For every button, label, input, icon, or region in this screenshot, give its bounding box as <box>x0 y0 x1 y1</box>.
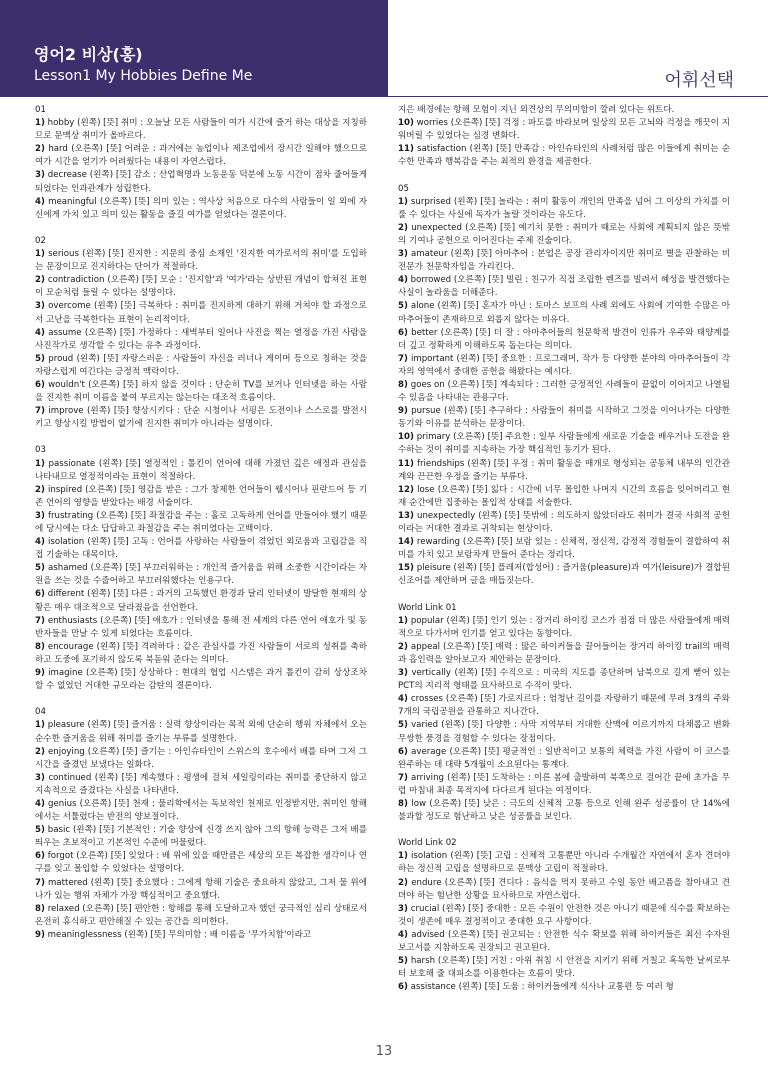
vocab-section <box>398 602 730 825</box>
entry-text: goes on (오른쪽) [뜻] 계속되다 : 그러한 긍정적인 사례들이 끝없이 이어지고 나열될 수 있음을 나타내는 관용구다. <box>398 379 730 404</box>
entry-number: 5) <box>35 563 45 574</box>
vocab-entry <box>398 772 730 798</box>
vocab-section <box>35 444 367 693</box>
vocab-entry <box>35 903 367 929</box>
vocab-entry <box>35 196 367 222</box>
vocab-entry <box>35 772 367 798</box>
entry-number: 6) <box>398 746 408 757</box>
entry-text: assistance (왼쪽) [뜻] 도움 : 하이커들에게 식사나 교통편 등 여러 형 <box>410 982 674 993</box>
section-gap <box>35 431 367 444</box>
vocab-entry <box>398 641 730 667</box>
vocab-entry <box>398 431 730 457</box>
entry-number: 7) <box>35 615 45 626</box>
entry-text: ashamed (오른쪽) [뜻] 부끄러워하는 : 개인적 즐거움을 위해 소중한 시간이라는 자원을 쓰는 것을 수줍어하고 부끄러워했다는 인용구다. <box>35 563 368 587</box>
vocab-entry <box>398 458 730 484</box>
vocab-entry <box>398 667 730 693</box>
vocab-entry <box>35 877 367 903</box>
vocab-entry <box>35 719 367 745</box>
entry-number: 1) <box>35 249 45 260</box>
entry-number: 2) <box>35 275 45 286</box>
entry-text: 지은 배경에는 항해 모험이 지닌 외견상의 무의미함이 깔려 있다는 위트다. <box>398 105 675 115</box>
entry-number: 14) <box>398 537 414 548</box>
entry-number: 6) <box>35 589 45 600</box>
entry-number: 6) <box>398 327 408 338</box>
vocab-entry <box>35 169 367 195</box>
vocab-entry <box>398 405 730 431</box>
vocab-entry <box>35 353 367 379</box>
vocab-entry <box>398 615 730 641</box>
vocab-entry <box>398 353 730 379</box>
entry-text: improve (왼쪽) [뜻] 향상시키다 : 단순 시청이나 서핑은 도전이나 스스로를 발전시키고 향상시킬 방법이 없기에 진지한 취미가 아니라는 설명이다. <box>35 406 367 430</box>
vocab-section <box>398 183 730 589</box>
vocab-section <box>35 235 367 431</box>
entry-text: inspired (오른쪽) [뜻] 영감을 받은 : 그가 창제한 언어들이 웰시어나 핀란드어 등 기존 언어의 영향을 받았다는 배경 서술이다. <box>35 484 367 508</box>
vocab-entry <box>35 929 367 942</box>
entry-text: wouldn't (오른쪽) [뜻] 하지 않을 것이다 : 단순히 TV를 보거나 인터넷을 하는 사람을 진지한 취미 이름을 붙여 부르지는 않는다는 대조적 흐름이다. <box>35 379 367 404</box>
entry-text: meaningful (오른쪽) [뜻] 의미 있는 : 역사상 처음으로 다수의 사람들이 일 외에 자신에게 가치 있고 의미 있는 활동을 즐길 여가를 얻었다는 결론이다. <box>35 196 367 220</box>
vocab-section <box>35 104 367 222</box>
vocab-entry <box>35 798 367 824</box>
entry-text: vertically (왼쪽) [뜻] 수직으로 : 미국의 지도를 종단하며 남북으로 길게 뻗어 있는 PCT의 지리적 형태를 묘사하므로 수직이 맞다. <box>398 668 731 692</box>
vocab-entry <box>398 327 730 353</box>
entry-text: better (오른쪽) [뜻] 더 잘 : 아마추어들의 천문학적 발견이 인류가 우주와 태양계를 더 깊고 정확하게 이해하도록 돕는다는 의미다. <box>398 327 731 351</box>
entry-number: 5) <box>35 353 45 364</box>
entry-number: 13) <box>398 510 414 521</box>
entry-number: 4) <box>35 537 45 548</box>
entry-text: endure (오른쪽) [뜻] 견디다 : 음식을 먹지 못하고 수일 동안 배고픔을 참아내고 견뎌야 하는 험난한 상황을 묘사하므로 자연스럽다. <box>398 877 730 901</box>
entry-text: lose (오른쪽) [뜻] 잃다 : 시간에 너무 몰입한 나머지 시간의 흐름을 잊어버리고 현재 순간에만 집중하는 몰입적 상태를 서술한다. <box>398 484 730 508</box>
entry-text: continued (왼쪽) [뜻] 계속했다 : 평생에 걸쳐 세일링이라는 취미를 중단하지 않고 지속적으로 즐겼다는 사실을 나타낸다. <box>35 772 367 796</box>
vocab-entry <box>398 248 730 274</box>
vocab-entry <box>398 693 730 719</box>
entry-number: 1) <box>35 458 45 469</box>
entry-number: 1) <box>398 615 408 626</box>
entry-text: worries (오른쪽) [뜻] 걱정 : 파도를 바라보며 일상의 모든 고뇌와 걱정을 깨끗이 지워버릴 수 있었다는 심경 변화다. <box>398 118 731 142</box>
vocab-entry <box>35 641 367 667</box>
entry-text: imagine (오른쪽) [뜻] 상상하다 : 현대의 협업 시스템은 과거 톨킨이 감히 상상조차 할 수 없었던 거대한 규모라는 감탄의 결론이다. <box>35 668 368 692</box>
vocab-entry <box>35 667 367 693</box>
section-gap <box>398 824 730 837</box>
entry-text: alone (왼쪽) [뜻] 혼자가 아닌 : 토마스 보프의 사례 외에도 사회에 기여한 수많은 아마추어들이 존재하므로 외롭지 않다는 비유다. <box>398 301 731 325</box>
entry-number: 5) <box>398 720 408 731</box>
entry-number: 4) <box>35 327 45 338</box>
entry-number: 2) <box>398 222 408 233</box>
entry-number: 4) <box>398 929 408 940</box>
entry-text: serious (왼쪽) [뜻] 진지한 : 지문의 중심 소재인 '진지한 여가로서의 취미'를 도입하는 문장이므로 진지하다는 단어가 적절하다. <box>35 249 367 273</box>
vocab-entry <box>35 143 367 169</box>
entry-text: encourage (왼쪽) [뜻] 격려하다 : 같은 관심사를 가진 사람들이 서로의 성취를 축하하고 도중에 포기하지 않도록 북돋워 준다는 의미다. <box>35 641 368 665</box>
vocab-entry <box>398 117 730 143</box>
entry-text: appeal (오른쪽) [뜻] 매력 : 많은 하이커들을 끌어들이는 장거리 하이킹 trail의 매력과 흡인력을 알아보고자 제안하는 문장이다. <box>398 641 730 665</box>
entry-number: 9) <box>398 406 408 417</box>
entry-text: crucial (왼쪽) [뜻] 중대한 : 모든 수원이 안전한 것은 아니기 때문에 식수를 확보하는 것이 생존에 매우 결정적이고 중대한 요구 사항이다. <box>398 903 730 927</box>
entry-text: hobby (왼쪽) [뜻] 취미 : 오늘날 모든 사람들이 여가 시간에 즐거 하는 대상을 지칭하므로 문맥상 취미가 올바르다. <box>35 118 368 142</box>
section-gap <box>398 588 730 601</box>
vocab-entry <box>398 903 730 929</box>
entry-text: friendships (왼쪽) [뜻] 우정 : 취미 활동을 매개로 형성되는 공동체 내부의 인간관계와 끈끈한 우정을 즐기는 부류다. <box>398 458 731 482</box>
entry-text: forgot (오른쪽) [뜻] 잊었다 : 배 위에 있을 때만큼은 세상의 모든 복잡한 생각이나 연구를 잊고 몰입할 수 있었다는 설명이다. <box>35 851 367 875</box>
entry-text: meaninglessness (왼쪽) [뜻] 무의미함 : 배 이름을 '무가치함'이라고 <box>47 929 312 940</box>
vocab-entry <box>35 588 367 614</box>
section-title: World Link 01 <box>398 602 457 613</box>
vocab-entry <box>398 196 730 222</box>
entry-text: average (오른쪽) [뜻] 평균적인 : 일반적이고 보통의 체력을 가진 사람이 이 코스를 완주하는 데 대략 5개월이 소요된다는 통계다. <box>398 746 731 770</box>
entry-number: 2) <box>398 641 408 652</box>
vocab-entry <box>398 850 730 876</box>
entry-number: 6) <box>398 982 408 993</box>
vocab-entry <box>398 274 730 300</box>
section-title: 03 <box>35 445 46 456</box>
entry-number: 8) <box>398 798 408 809</box>
entry-number: 1) <box>35 720 45 731</box>
vocab-entry <box>35 248 367 274</box>
entry-text: enthusiasts (오른쪽) [뜻] 애호가 : 인터넷을 통해 전 세계의 다른 언어 애호가 및 동반자들을 만날 수 있게 되었다는 흐름이다. <box>35 615 367 639</box>
entry-text: enjoying (오른쪽) [뜻] 즐기는 : 아인슈타인이 스위스의 호수에서 배를 타며 그저 그 시간을 즐겼던 보냈다는 일화다. <box>35 746 367 770</box>
entry-number: 7) <box>35 406 45 417</box>
entry-text: harsh (오른쪽) [뜻] 거친 : 아위 취침 시 안전을 지키기 위해 거칠고 혹독한 날씨로부터 보호해 줄 대피소를 이용한다는 흐름이 맞다. <box>398 956 730 980</box>
entry-text: basic (왼쪽) [뜻] 기본적인 : 기술 향상에 신경 쓰지 않아 그의 항해 능력은 그저 배를 띄우는 초보적이고 기본적인 수준에 머물렀다. <box>35 825 368 849</box>
entry-text: hard (오른쪽) [뜻] 어려운 : 과거에는 농업이나 제조업에서 장시간 일해야 했으므로 여가 시간을 얻기가 어려웠다는 내용이 자연스럽다. <box>35 144 367 168</box>
vocab-entry <box>398 719 730 745</box>
entry-number: 8) <box>398 379 408 390</box>
page-title: 영어2 비상(홍) <box>34 45 143 64</box>
vocab-entry <box>35 327 367 353</box>
vocab-entry <box>398 300 730 326</box>
entry-text: mattered (왼쪽) [뜻] 중요했다 : 그에게 항해 기술은 중요하지 않았고, 그저 물 위에 나가 있는 행위 자체가 가장 핵심적이고 중요했다. <box>35 877 367 901</box>
entry-text: rewarding (오른쪽) [뜻] 보람 있는 : 신체적, 정신적, 감정적 경험들이 결합하여 취미를 가치 있고 보람차게 만들어 준다는 정리다. <box>398 537 730 561</box>
entry-number: 3) <box>398 249 408 260</box>
entry-number: 10) <box>398 118 414 129</box>
entry-number: 3) <box>35 170 45 181</box>
entry-number: 2) <box>398 877 408 888</box>
entry-text: low (오른쪽) [뜻] 낮은 : 극도의 신체적 고통 등으로 인해 완주 성공률이 단 14%에 불과할 정도로 험난하고 낮은 성공률을 보인다. <box>398 798 730 823</box>
entry-number: 2) <box>35 484 45 495</box>
entry-text: amateur (왼쪽) [뜻] 아마추어 : 본업은 공장 관리자이지만 취미로 별을 관찰하는 비전문가 천문학자임을 가리킨다. <box>398 249 731 273</box>
vocab-entry <box>398 877 730 903</box>
vocab-entry <box>398 104 730 117</box>
category-label: 어휘선택 <box>664 70 734 91</box>
entry-text: passionate (왼쪽) [뜻] 열정적인 : 톨킨이 언어에 대해 가졌던 깊은 애정과 관심을 나타내므로 열정적이라는 표현이 적절하다. <box>35 458 368 482</box>
entry-number: 3) <box>35 772 45 783</box>
vocab-entry <box>398 143 730 169</box>
entry-number: 4) <box>398 694 408 705</box>
vocab-entry <box>398 746 730 772</box>
entry-text: arriving (왼쪽) [뜻] 도착하는 : 이른 봄에 출발하여 북쪽으로 걸어간 끝에 초가을 무렵 마침내 최종 목적지에 다다르게 된다는 여정이다. <box>398 772 730 796</box>
section-title: World Link 02 <box>398 838 457 849</box>
entry-text: borrowed (오른쪽) [뜻] 빌린 : 친구가 직접 조립한 렌즈를 빌려서 혜성을 발견했다는 사실이 놀라움을 더해준다. <box>398 275 730 299</box>
entry-number: 10) <box>398 432 414 443</box>
section-gap <box>35 222 367 235</box>
vocab-entry <box>35 824 367 850</box>
entry-text: important (왼쪽) [뜻] 중요한 : 프로그래머, 작가 등 다양한 분야의 아마추어들이 각자의 영역에서 중대한 공헌을 해왔다는 예시다. <box>398 353 731 377</box>
entry-number: 1) <box>35 118 45 129</box>
vocab-section <box>35 706 367 942</box>
entry-text: relaxed (오른쪽) [뜻] 편안한 : 항해를 통해 도달하고자 했던 궁극적인 심리 상태로서 온전히 휴식하고 편안해질 수 있는 공간을 의미한다. <box>35 903 367 927</box>
entry-number: 9) <box>35 929 45 940</box>
vocab-entry <box>35 746 367 772</box>
entry-number: 3) <box>35 510 45 521</box>
entry-number: 3) <box>398 903 408 914</box>
entry-number: 15) <box>398 563 414 574</box>
entry-number: 11) <box>398 458 414 469</box>
header-divider <box>388 96 768 97</box>
entry-text: decrease (왼쪽) [뜻] 감소 : 산업혁명과 노동운동 덕분에 노동 시간이 점차 줄어들게 되었다는 인과관계가 성립한다. <box>35 170 367 194</box>
vocab-entry <box>35 379 367 405</box>
entry-text: pleisure (왼쪽) [뜻] 플레저(합성어) : 즐거움(pleasure)과 여가(leisure)가 결합된 신조어를 제안하며 글을 매듭짓는다. <box>398 563 731 587</box>
entry-number: 1) <box>398 851 408 862</box>
entry-number: 11) <box>398 144 414 155</box>
entry-text: varied (왼쪽) [뜻] 다양한 : 사막 지역부터 거대한 산맥에 이르기까지 다채롭고 변화무쌍한 풍경을 경험할 수 있다는 장점이다. <box>398 720 730 744</box>
entry-number: 7) <box>35 877 45 888</box>
vocab-section <box>398 104 730 169</box>
entry-text: surprised (왼쪽) [뜻] 놀라는 : 취미 활동이 개인의 만족을 넘어 그 이상의 가치를 이룰 수 있다는 사실에 독자가 놀랄 것이라는 유도다. <box>398 196 731 220</box>
entry-text: isolation (왼쪽) [뜻] 고독 : 언어를 사랑하는 사람들이 겪었던 외로움과 고립감을 직접 기술하는 대목이다. <box>35 537 367 561</box>
entry-text: popular (왼쪽) [뜻] 인기 있는 : 장거리 하이킹 코스가 점점 더 많은 사람들에게 매력적으로 다가서며 인기를 얻고 있다는 동향이다. <box>398 615 730 639</box>
vocab-entry <box>398 379 730 405</box>
entry-number: 7) <box>398 772 408 783</box>
entry-text: pursue (왼쪽) [뜻] 추구하다 : 사람들이 취미를 시작하고 그것을 이어나가는 다양한 동기와 이유를 분석하는 문장이다. <box>398 406 730 430</box>
entry-number: 3) <box>35 301 45 312</box>
vocab-entry <box>398 536 730 562</box>
left-column <box>35 104 367 942</box>
vocab-entry <box>398 929 730 955</box>
entry-text: pleasure (왼쪽) [뜻] 즐거움 : 실력 향상이라는 목적 외에 단순히 행위 자체에서 오는 순수한 즐거움을 위해 취미를 즐기는 부류를 설명한다. <box>35 720 368 744</box>
entry-number: 8) <box>35 641 45 652</box>
vocab-entry <box>35 458 367 484</box>
entry-number: 5) <box>398 301 408 312</box>
entry-number: 2) <box>35 746 45 757</box>
page-number: 13 <box>375 1044 393 1059</box>
entry-text: isolation (왼쪽) [뜻] 고립 : 신체적 고통뿐만 아니라 수개월간 자연에서 혼자 견뎌야 하는 정신적 고립을 설명하므로 문맥상 고립이 적절하다. <box>398 851 730 875</box>
vocab-entry <box>35 117 367 143</box>
vocab-entry <box>35 850 367 876</box>
entry-number: 12) <box>398 484 414 495</box>
entry-text: assume (오른쪽) [뜻] 가정하다 : 새벽부터 일어나 사진을 찍는 열정을 가진 사람을 사진작가로 생각할 수 있다는 유추 과정이다. <box>35 327 367 351</box>
vocab-entry <box>398 798 730 824</box>
entry-number: 6) <box>35 379 45 390</box>
entry-text: advised (오른쪽) [뜻] 권고되는 : 안전한 식수 확보를 위해 하이커들은 최신 수자원 보고서를 지참하도록 권장되고 권고된다. <box>398 929 730 953</box>
vocab-entry <box>398 484 730 510</box>
entry-number: 7) <box>398 353 408 364</box>
entry-number: 4) <box>35 196 45 207</box>
right-column <box>398 104 730 994</box>
vocab-entry <box>398 222 730 248</box>
entry-number: 4) <box>35 798 45 809</box>
entry-number: 4) <box>398 275 408 286</box>
section-gap <box>35 693 367 706</box>
vocab-section <box>398 837 730 994</box>
vocab-entry <box>35 274 367 300</box>
entry-text: crosses (오른쪽) [뜻] 가로지르다 : 엄청난 길이를 자랑하기 때문에 무려 3개의 주와 7개의 국립공원을 관통하고 지나간다. <box>398 694 730 718</box>
entry-number: 6) <box>35 851 45 862</box>
vocab-entry <box>35 562 367 588</box>
section-gap <box>398 169 730 182</box>
entry-text: overcome (왼쪽) [뜻] 극복하다 : 취미를 진지하게 대하기 위해 거쳐야 할 과정으로서 고난을 극복한다는 표현이 논리적이다. <box>35 301 367 325</box>
vocab-entry <box>35 484 367 510</box>
entry-number: 9) <box>35 668 45 679</box>
section-title: 05 <box>398 183 409 194</box>
lesson-subtitle: Lesson1 My Hobbies Define Me <box>34 68 253 84</box>
vocab-entry <box>35 510 367 536</box>
entry-number: 2) <box>35 144 45 155</box>
vocab-entry <box>35 405 367 431</box>
entry-text: satisfaction (왼쪽) [뜻] 만족감 : 아인슈타인의 사례처럼 많은 이들에게 취미는 순수한 만족과 행복감을 주는 최적의 환경을 제공한다. <box>398 144 731 168</box>
entry-number: 1) <box>398 196 408 207</box>
vocab-entry <box>398 981 730 994</box>
entry-text: primary (오른쪽) [뜻] 주요한 : 일부 사람들에게 새로운 기술을 배우거나 도전을 완수하는 것이 취미를 지속하는 가장 핵심적인 동기가 된다. <box>398 432 730 456</box>
entry-number: 8) <box>35 903 45 914</box>
vocab-entry <box>398 562 730 588</box>
entry-text: different (왼쪽) [뜻] 다른 : 과거의 고독했던 환경과 달리 인터넷이 발달한 현재의 상황은 매우 대조적으로 달라졌음을 선언한다. <box>35 589 368 613</box>
entry-text: contradiction (오른쪽) [뜻] 모순 : '진지함'과 '여가'라는 상반된 개념이 합쳐진 표현이 모순처럼 들릴 수 있다는 설명이다. <box>35 275 368 299</box>
vocab-entry <box>35 300 367 326</box>
entry-number: 5) <box>35 825 45 836</box>
vocab-entry <box>35 615 367 641</box>
entry-number: 3) <box>398 668 408 679</box>
entry-number: 5) <box>398 956 408 967</box>
entry-text: unexpectedly (왼쪽) [뜻] 뜻밖에 : 의도하지 않았더라도 취미가 결국 사회적 공헌이라는 거대한 결과로 귀착되는 현상이다. <box>398 510 730 534</box>
vocab-entry <box>398 955 730 981</box>
section-title: 04 <box>35 707 46 718</box>
section-title: 02 <box>35 235 46 246</box>
vocab-entry <box>398 510 730 536</box>
entry-text: genius (오른쪽) [뜻] 천재 : 물리학에서는 독보적인 천재로 인정받지만, 취미인 항해에서는 서툴렀다는 반전의 양보절이다. <box>35 798 367 823</box>
entry-text: proud (왼쪽) [뜻] 자랑스러운 : 사람들이 자신을 러너나 게이머 등으로 칭하는 것을 자랑스럽게 여긴다는 긍정적 맥락이다. <box>35 353 368 377</box>
section-title: 01 <box>35 105 46 115</box>
entry-text: unexpected (오른쪽) [뜻] 예기치 못한 : 취미가 때로는 사회에 계획되지 않은 뜻밖의 기여나 공헌으로 이어진다는 주제 진술이다. <box>398 222 731 246</box>
entry-text: frustrating (오른쪽) [뜻] 좌절감을 주는 : 홀로 고독하게 언어를 만들어야 했기 때문에 당시에는 다소 답답하고 좌절감을 주는 취미였다는 고백이다. <box>35 510 367 534</box>
vocab-entry <box>35 536 367 562</box>
